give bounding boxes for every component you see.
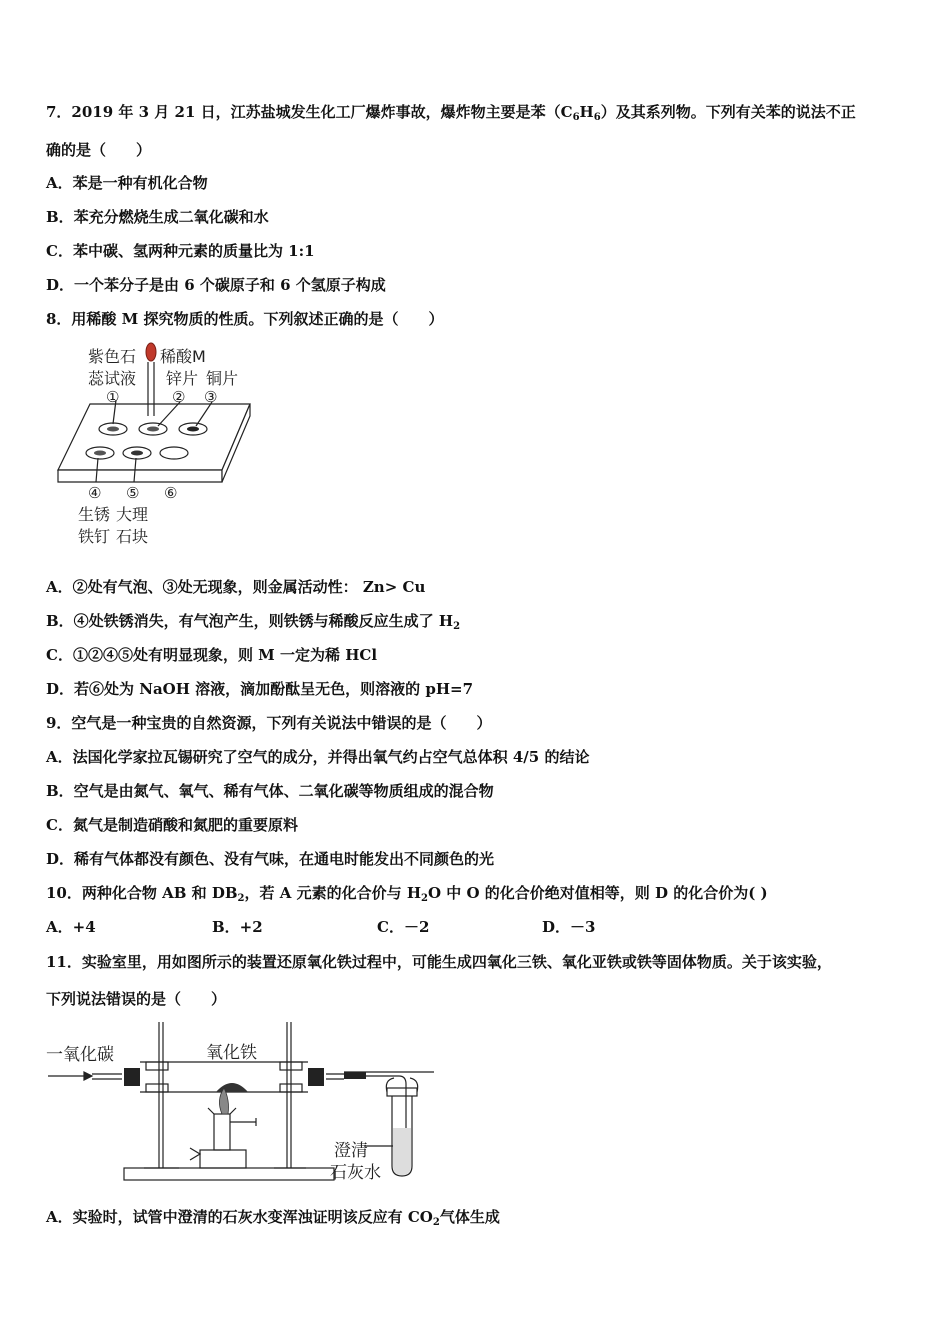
q7-option-a: A．苯是一种有机化合物 (46, 174, 208, 192)
q7-stem-line2: 确的是（ ） (46, 141, 152, 159)
q8-stem: 8．用稀酸 M 探究物质的性质。下列叙述正确的是（ ） (46, 310, 444, 328)
q11-stem-line2: 下列说法错误的是（ ） (46, 990, 227, 1008)
label-nail-2: 铁钉 (78, 527, 111, 546)
label-well-6: ⑥ (164, 484, 178, 502)
q11-option-a: A．实验时，试管中澄清的石灰水变浑浊证明该反应有 $CO_2$气体生成 (46, 1208, 500, 1228)
q10-option-d: D．－3 (542, 918, 596, 936)
label-well-5: ⑤ (126, 484, 140, 502)
label-iron-oxide: 氧化铁 (206, 1043, 257, 1063)
label-limewater-2: 石灰水 (330, 1163, 381, 1183)
q10-stem: 10．两种化合物 AB 和 $DB_2$，若 A 元素的化合价与 $H_2O$ 中 O 的化合价绝对值相等，则 D 的化合价为( ) (46, 884, 768, 904)
label-well-4: ④ (88, 484, 102, 502)
label-well-2: ② (172, 388, 186, 406)
label-well-3: ③ (204, 388, 218, 406)
q8-option-a: A．②处有气泡、③处无现象，则金属活动性： Zn> Cu (46, 578, 426, 596)
q7-option-b: B．苯充分燃烧生成二氧化碳和水 (46, 208, 269, 226)
q10-option-a: A．+4 (46, 918, 96, 936)
q10-option-b: B．+2 (212, 918, 263, 936)
label-marble-2: 石块 (116, 527, 149, 546)
q8-spot-plate-figure (50, 342, 260, 547)
q9-stem: 9．空气是一种宝贵的自然资源，下列有关说法中错误的是（ ） (46, 714, 492, 732)
label-litmus-2: 蕊试液 (88, 369, 137, 388)
label-marble-1: 大理 (116, 505, 149, 524)
q8-option-b: B．④处铁锈消失，有气泡产生，则铁锈与稀酸反应生成了 $H_2$ (46, 612, 461, 632)
q8-option-c: C．①②④⑤处有明显现象，则 M 一定为稀 HCl (46, 646, 378, 664)
q11-apparatus-figure (44, 1018, 444, 1188)
label-zinc: 锌片 (166, 369, 199, 388)
q9-option-c: C．氮气是制造硝酸和氮肥的重要原料 (46, 816, 298, 834)
q9-option-a: A．法国化学家拉瓦锡研究了空气的成分，并得出氧气约占空气总体积 4/5 的结论 (46, 748, 590, 766)
q7-stem-line1: 7．2019 年 3 月 21 日，江苏盐城发生化工厂爆炸事故，爆炸物主要是苯$(C_6H_6)$及其系列物。下列有关苯的说法不正 (46, 103, 856, 123)
q11-stem-line1: 11．实验室里，用如图所示的装置还原氧化铁过程中，可能生成四氧化三铁、氧化亚铁或铁等固体物质。关于该实验， (46, 953, 832, 971)
q7-option-d: D．一个苯分子是由 6 个碳原子和 6 个氢原子构成 (46, 276, 386, 294)
q10-option-c: C．－2 (377, 918, 430, 936)
label-acid: 稀酸M (160, 347, 206, 366)
label-nail-1: 生锈 (78, 505, 111, 524)
q7-option-c: C．苯中碳、氢两种元素的质量比为 1:1 (46, 242, 315, 260)
label-litmus-1: 紫色石 (88, 347, 137, 366)
label-co: 一氧化碳 (46, 1045, 114, 1065)
label-limewater-1: 澄清 (334, 1141, 368, 1161)
label-copper: 铜片 (206, 369, 239, 388)
q9-option-b: B．空气是由氮气、氧气、稀有气体、二氧化碳等物质组成的混合物 (46, 782, 494, 800)
q8-option-d: D．若⑥处为 NaOH 溶液，滴加酚酞呈无色，则溶液的 pH=7 (46, 680, 474, 698)
q9-option-d: D．稀有气体都没有颜色、没有气味，在通电时能发出不同颜色的光 (46, 850, 495, 868)
label-well-1: ① (106, 388, 120, 406)
